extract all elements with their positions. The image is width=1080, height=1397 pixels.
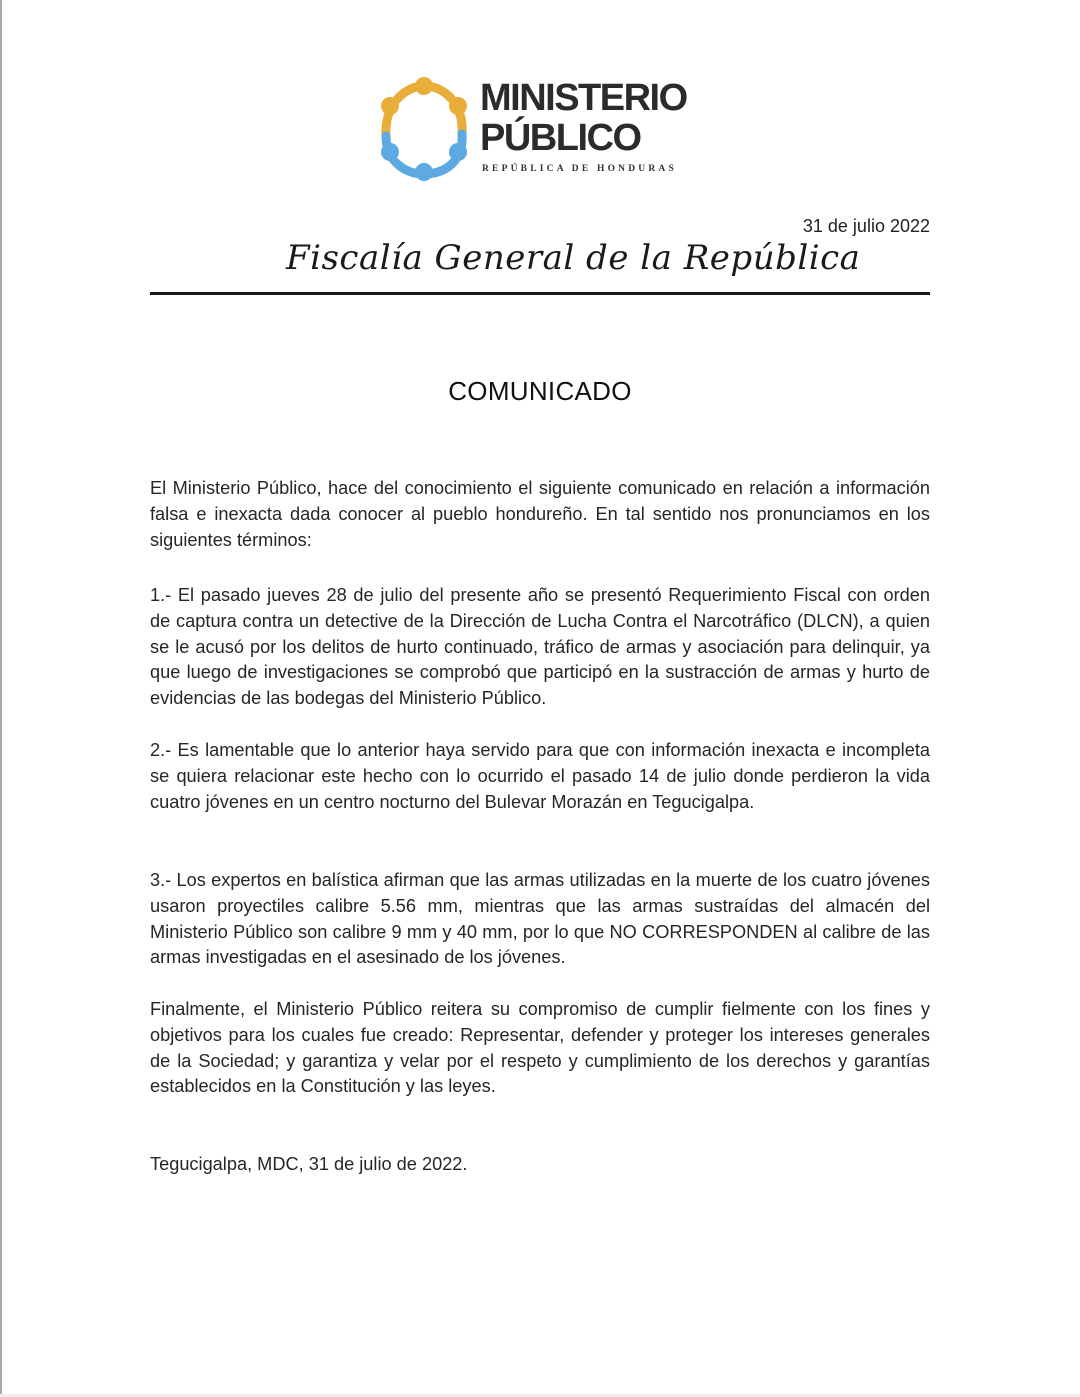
office-name: Fiscalía General de la República [286, 238, 861, 278]
header-divider [150, 292, 930, 295]
point-2-paragraph [150, 738, 930, 841]
closing-paragraph [150, 997, 930, 1126]
logo-title-line2: PÚBLICO [480, 117, 641, 159]
header-date: 31 de julio 2022 [802, 216, 930, 236]
point-1-paragraph [150, 583, 930, 738]
page-left-edge [0, 0, 2, 1397]
closing-text: Finalmente, el Ministerio Público reitera su compromiso de cumplir fielmente con los fines y objetivos para los cuales fue creado: Representar, defender y proteger los intereses generales de la Sociedad; y garantiza y velar por el respeto y cumplimiento de los derechos y garantías establecidos en la Constitución y las leyes. [150, 999, 930, 1097]
ministerio-publico-logo [376, 76, 686, 184]
logo-subtitle: REPÚBLICA DE HONDURAS [482, 164, 677, 174]
point-2-text: 2.- Es lamentable que lo anterior haya servido para que con información inexacta e incompleta se quiera relacionar este hecho con lo ocurrido el pasado 14 de julio donde perdieron la vida cuatro jóvenes en un centro nocturno del Bulevar Morazán en Tegucigalpa. [150, 740, 930, 812]
intro-paragraph [150, 476, 930, 579]
point-3-text: 3.- Los expertos en balística afirman que las armas utilizadas en la muerte de los cuatro jóvenes usaron proyectiles calibre 5.56 mm, mientras que las armas sustraídas del almacén del Ministerio Público son calibre 9 mm y 40 mm, por lo que NO CORRESPONDEN al calibre de las armas investigadas en el asesinado de los jóvenes. [150, 870, 930, 968]
signoff-text: Tegucigalpa, MDC, 31 de julio de 2022. [150, 1154, 468, 1174]
signoff-paragraph [150, 1152, 930, 1204]
point-3-paragraph [150, 868, 930, 997]
document-title: COMUNICADO [448, 376, 632, 406]
intro-text: El Ministerio Público, hace del conocimiento el siguiente comunicado en relación a información falsa e inexacta dada conocer al pueblo hondureño. En tal sentido nos pronunciamos en los siguientes términos: [150, 478, 930, 550]
logo-title [480, 78, 687, 158]
point-1-text: 1.- El pasado jueves 28 de julio del presente año se presentó Requerimiento Fiscal con orden de captura contra un detective de la Dirección de Lucha Contra el Narcotráfico (DLCN), a quien se le acusó por los delitos de hurto continuado, tráfico de armas y asociación para delinquir, ya que luego de investigaciones se comprobó que participó en la sustracción de armas y hurto de evidencias de las bodegas del Ministerio Público. [150, 585, 930, 709]
people-circle-icon [376, 76, 472, 182]
logo-title-line1: MINISTERIO [480, 77, 687, 119]
